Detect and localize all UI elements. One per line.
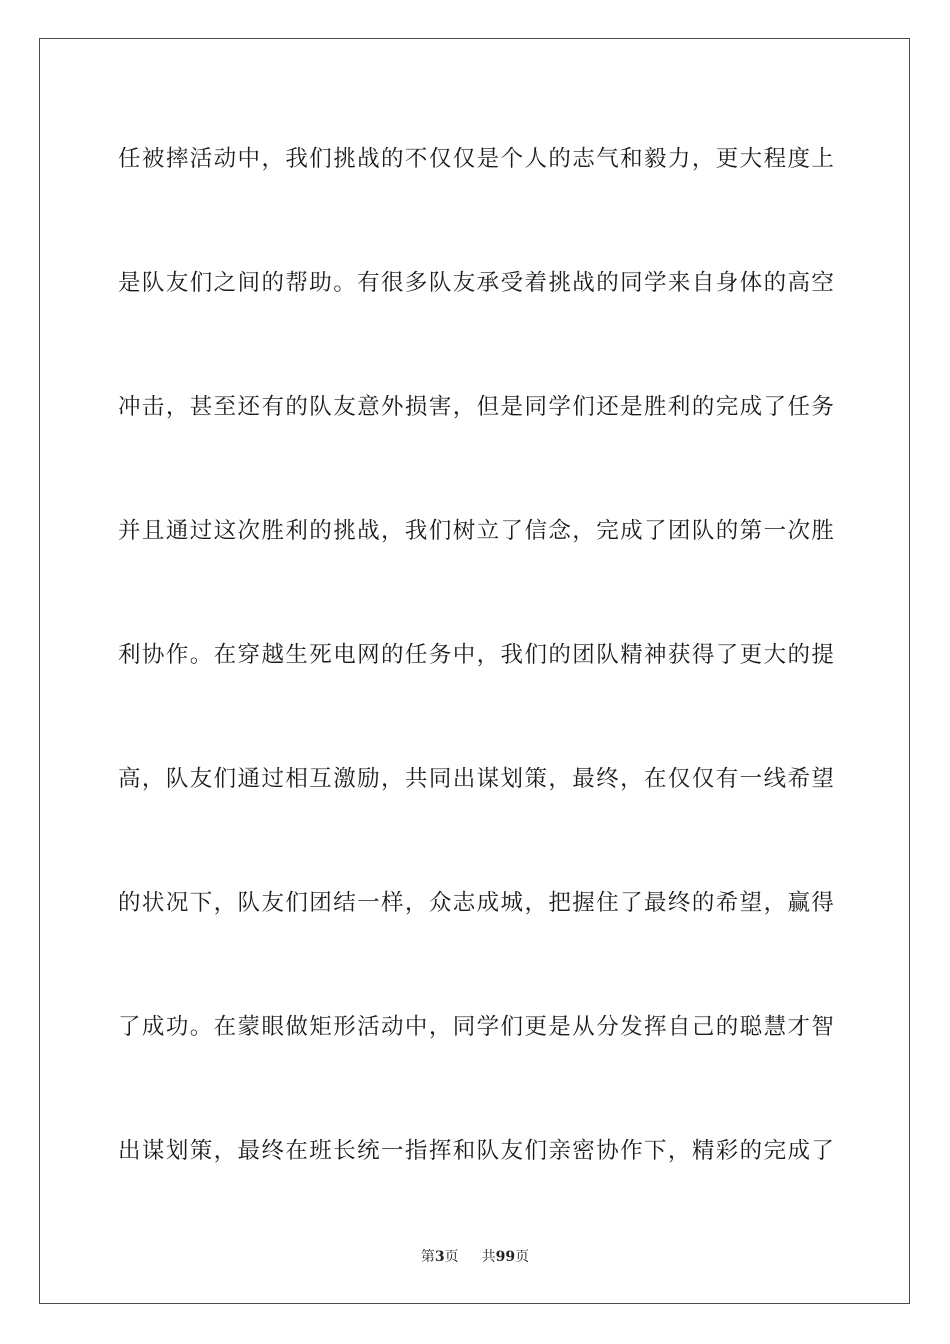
text-line: 高，队友们通过相互激励，共同出谋划策，最终，在仅仅有一线希望 bbox=[118, 766, 834, 792]
text-line: 出谋划策，最终在班长统一指挥和队友们亲密协作下，精彩的完成了 bbox=[118, 1138, 834, 1164]
text-line: 的状况下，队友们团结一样，众志成城，把握住了最终的希望，赢得 bbox=[118, 890, 834, 916]
page-number: 3 bbox=[434, 1249, 445, 1265]
page-footer bbox=[0, 1246, 950, 1266]
text-line: 冲击，甚至还有的队友意外损害，但是同学们还是胜利的完成了任务 bbox=[118, 394, 834, 420]
text-line: 是队友们之间的帮助。有很多队友承受着挑战的同学来自身体的高空 bbox=[118, 270, 834, 296]
text-line: 并且通过这次胜利的挑战，我们树立了信念，完成了团队的第一次胜 bbox=[118, 518, 834, 544]
page-prefix: 第 bbox=[420, 1249, 435, 1265]
page-suffix: 页 bbox=[444, 1249, 459, 1265]
text-line: 了成功。在蒙眼做矩形活动中，同学们更是从分发挥自己的聪慧才智 bbox=[118, 1014, 834, 1040]
text-line: 任被摔活动中，我们挑战的不仅仅是个人的志气和毅力，更大程度上 bbox=[118, 146, 834, 172]
total-pages: 99 bbox=[495, 1249, 516, 1265]
total-suffix: 页 bbox=[515, 1249, 530, 1265]
total-prefix: 共 bbox=[481, 1249, 496, 1265]
document-body bbox=[118, 128, 834, 1244]
text-line: 利协作。在穿越生死电网的任务中，我们的团队精神获得了更大的提 bbox=[118, 642, 834, 668]
